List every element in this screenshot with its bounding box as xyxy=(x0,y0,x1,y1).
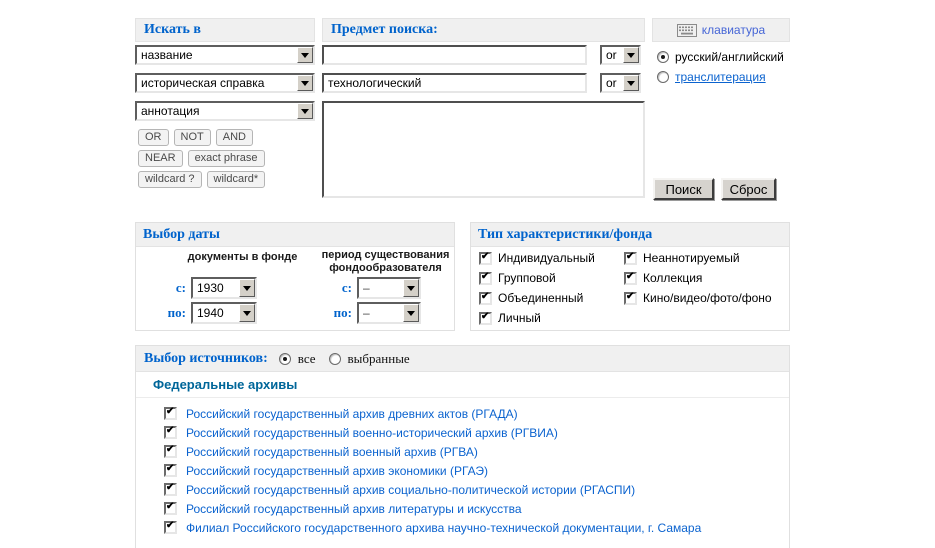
docs-from-label: с: xyxy=(175,280,186,295)
checkbox-nonannotated-label: Неаннотируемый xyxy=(643,251,740,265)
keyboard-icon xyxy=(677,24,697,37)
radio-russian-english-label: русский/английский xyxy=(675,50,784,64)
checkbox-personal-label: Личный xyxy=(498,311,541,325)
docs-in-fund-label: документы в фонде xyxy=(187,251,298,263)
date-selection-title: Выбор даты xyxy=(143,226,220,242)
checkbox-archive-rgva[interactable] xyxy=(164,445,177,458)
fund-type-row xyxy=(479,271,556,285)
period-to-value: – xyxy=(363,306,370,320)
operator-wildcard-q-button[interactable]: wildcard ? xyxy=(138,171,202,188)
joiner-select-1-value: or xyxy=(606,48,617,62)
chevron-down-icon[interactable] xyxy=(239,279,255,297)
keyboard-band xyxy=(652,18,790,42)
archive-link-rgva[interactable]: Российский государственный военный архив (РГВА) xyxy=(186,444,478,459)
radio-sources-all[interactable] xyxy=(279,353,291,365)
checkbox-group[interactable] xyxy=(479,272,492,285)
archives-list xyxy=(136,398,789,537)
joiner-select-1[interactable] xyxy=(600,45,641,65)
search-in-select-3[interactable] xyxy=(135,101,315,121)
fund-type-row xyxy=(624,251,740,265)
joiner-select-2-value: or xyxy=(606,76,617,90)
checkbox-nonannotated[interactable] xyxy=(624,252,637,265)
federal-archives-subheader: Федеральные архивы xyxy=(136,372,789,398)
archive-link-rgvia[interactable]: Российский государственный военно-исторический архив (РГВИА) xyxy=(186,425,558,440)
operator-buttons xyxy=(138,129,338,192)
operator-and-button[interactable]: AND xyxy=(216,129,253,146)
keyboard-link[interactable]: клавиатура xyxy=(701,23,766,37)
checkbox-united-label: Объединенный xyxy=(498,291,584,305)
search-in-header-band xyxy=(135,18,315,42)
checkbox-individual[interactable] xyxy=(479,252,492,265)
sources-header xyxy=(136,346,789,372)
chevron-down-icon[interactable] xyxy=(297,75,313,91)
archive-row xyxy=(164,423,789,442)
checkbox-collection[interactable] xyxy=(624,272,637,285)
chevron-down-icon[interactable] xyxy=(297,47,313,63)
chevron-down-icon[interactable] xyxy=(239,304,255,322)
radio-sources-selected-label: выбранные xyxy=(347,350,410,366)
archive-row xyxy=(164,499,789,518)
checkbox-collection-label: Коллекция xyxy=(643,271,703,285)
checkbox-archive-rgaspi[interactable] xyxy=(164,483,177,496)
operator-wildcard-star-button[interactable]: wildcard* xyxy=(207,171,266,188)
chevron-down-icon[interactable] xyxy=(623,47,639,63)
sources-title: Выбор источников: xyxy=(144,350,268,366)
fund-type-title: Тип характеристики/фонда xyxy=(478,226,653,242)
search-in-title: Искать в xyxy=(144,22,201,37)
period-to-select[interactable] xyxy=(357,302,421,324)
period-to-label: по: xyxy=(333,305,352,320)
archive-link-rgaspi[interactable]: Российский государственный архив социально-политической истории (РГАСПИ) xyxy=(186,482,636,497)
search-subject-header-band xyxy=(322,18,645,42)
docs-from-value: 1930 xyxy=(197,281,224,295)
operator-not-button[interactable]: NOT xyxy=(174,129,211,146)
fund-type-header xyxy=(471,223,789,247)
fund-type-row xyxy=(479,251,595,265)
docs-to-select[interactable] xyxy=(191,302,257,324)
archive-link-rgali[interactable]: Российский государственный архив литературы и искусства xyxy=(186,501,522,516)
operator-exact-phrase-button[interactable]: exact phrase xyxy=(188,150,265,167)
checkbox-archive-rgali[interactable] xyxy=(164,502,177,515)
checkbox-media-label: Кино/видео/фото/фоно xyxy=(643,291,772,305)
archive-link-rgada[interactable]: Российский государственный архив древних актов (РГАДА) xyxy=(186,406,518,421)
radio-transliteration[interactable] xyxy=(657,71,669,83)
fund-type-row xyxy=(479,311,541,325)
archive-link-samara[interactable]: Филиал Российского государственного архива научно-технической документации, г. Самара xyxy=(186,520,702,535)
chevron-down-icon[interactable] xyxy=(623,75,639,91)
checkbox-archive-rgada[interactable] xyxy=(164,407,177,420)
chevron-down-icon[interactable] xyxy=(403,304,419,322)
search-button[interactable]: Поиск xyxy=(653,178,714,200)
fund-type-row xyxy=(624,271,702,285)
search-in-select-1[interactable] xyxy=(135,45,315,65)
checkbox-individual-label: Индивидуальный xyxy=(498,251,595,265)
subject-input-1[interactable] xyxy=(322,45,587,65)
joiner-select-2[interactable] xyxy=(600,73,641,93)
docs-from-select[interactable] xyxy=(191,277,257,299)
sources-box xyxy=(135,345,790,548)
period-from-label: с: xyxy=(341,280,352,295)
search-in-select-3-value: аннотация xyxy=(141,104,200,118)
search-subject-title: Предмет поиска: xyxy=(331,22,438,37)
radio-sources-selected[interactable] xyxy=(329,353,341,365)
fund-type-row xyxy=(479,291,583,305)
subject-textarea[interactable] xyxy=(322,101,645,198)
search-in-select-1-value: название xyxy=(141,48,193,62)
checkbox-archive-rgvia[interactable] xyxy=(164,426,177,439)
archive-row xyxy=(164,404,789,423)
reset-button[interactable]: Сброс xyxy=(721,178,776,200)
period-label-line1: период существования xyxy=(321,249,450,261)
checkbox-media[interactable] xyxy=(624,292,637,305)
archive-row xyxy=(164,442,789,461)
archive-row xyxy=(164,518,789,537)
radio-russian-english[interactable] xyxy=(657,51,669,63)
period-from-value: – xyxy=(363,281,370,295)
chevron-down-icon[interactable] xyxy=(297,103,313,119)
keyboard-link-wrap[interactable] xyxy=(677,23,765,37)
docs-to-value: 1940 xyxy=(197,306,224,320)
period-from-select[interactable] xyxy=(357,277,421,299)
subject-input-2[interactable] xyxy=(322,73,587,93)
chevron-down-icon[interactable] xyxy=(403,279,419,297)
radio-sources-all-label: все xyxy=(297,350,316,366)
checkbox-group-label: Групповой xyxy=(498,271,556,285)
checkbox-archive-samara[interactable] xyxy=(164,521,177,534)
fund-type-row xyxy=(624,291,772,305)
operator-or-button[interactable]: OR xyxy=(138,129,169,146)
transliteration-link[interactable]: транслитерация xyxy=(675,70,766,84)
archive-link-rgae[interactable]: Российский государственный архив экономики (РГАЭ) xyxy=(186,463,489,478)
operator-near-button[interactable]: NEAR xyxy=(138,150,183,167)
date-selection-header xyxy=(136,223,454,247)
period-label-line2: фондообразователя xyxy=(329,262,442,274)
checkbox-personal[interactable] xyxy=(479,312,492,325)
checkbox-archive-rgae[interactable] xyxy=(164,464,177,477)
archive-row xyxy=(164,480,789,499)
search-in-select-2-value: историческая справка xyxy=(141,76,265,90)
archive-row xyxy=(164,461,789,480)
checkbox-united[interactable] xyxy=(479,292,492,305)
search-in-select-2[interactable] xyxy=(135,73,315,93)
docs-to-label: по: xyxy=(167,305,186,320)
